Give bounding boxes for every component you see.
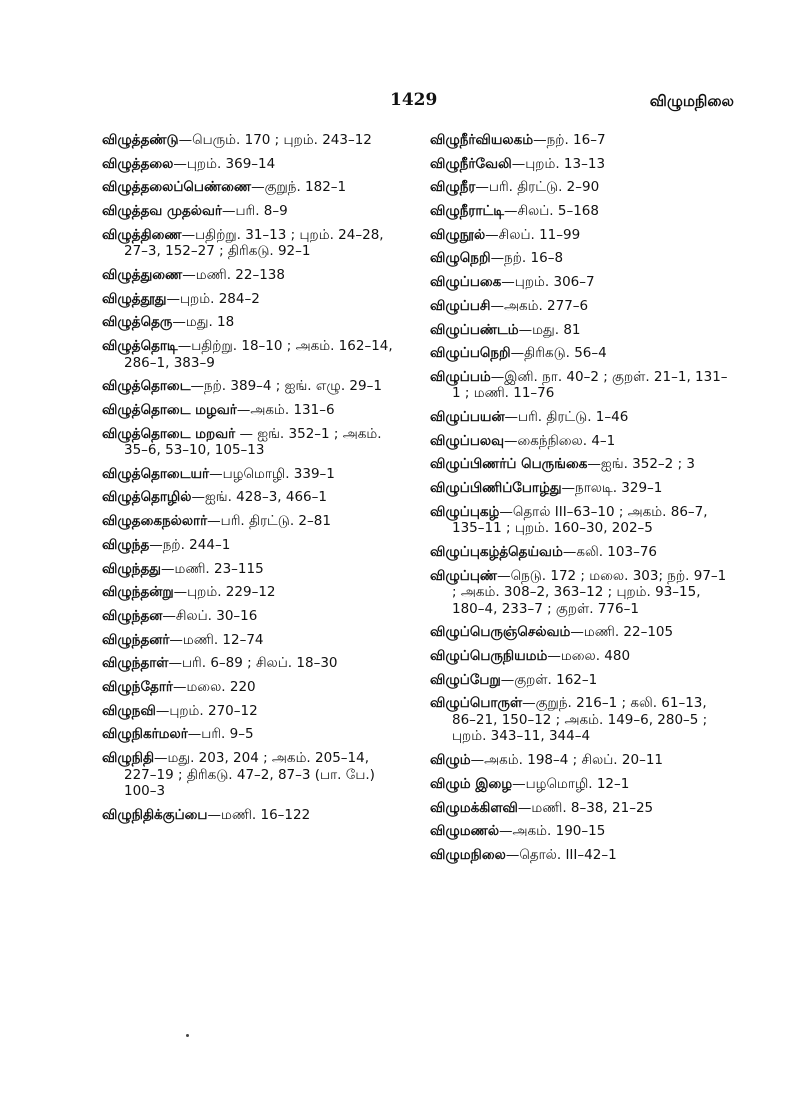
entry-references: —புறம். 306–7 <box>501 274 595 291</box>
entry-references: —அகம். 277–6 <box>490 297 589 314</box>
entry-headword: விழுப்புண் <box>430 567 498 584</box>
running-head: விழுமநிலை <box>649 92 734 110</box>
index-entry <box>430 132 732 149</box>
index-entry <box>430 298 732 315</box>
index-entry <box>102 314 402 331</box>
entry-references: —மணி. 22–138 <box>182 266 285 283</box>
entry-headword: விழுத்தண்டு <box>102 132 179 148</box>
index-entry <box>102 156 402 173</box>
index-entry <box>102 655 402 672</box>
entry-headword: விழுப்பசி <box>430 297 491 314</box>
entry-headword: விழுப்பண்டம் <box>430 321 519 338</box>
index-entry <box>430 433 732 450</box>
entry-headword: விழும் <box>430 752 471 769</box>
entry-references: —நற். 16–7 <box>533 132 606 148</box>
left-column <box>102 132 402 830</box>
index-entry <box>102 561 402 578</box>
entry-references: —புறம். 229–12 <box>173 584 276 601</box>
entry-references: —பரி. திரட்டு. 2–81 <box>207 513 331 530</box>
entry-references: —புறம். 284–2 <box>166 290 260 307</box>
entry-headword: விழுநீர்வியலகம் <box>430 132 534 148</box>
index-entry <box>430 250 732 267</box>
entry-headword: விழுப்பிணர்ப் பெருங்கை <box>430 456 588 473</box>
entry-headword: விழுத்தொடை மறவர் <box>102 425 236 442</box>
index-entry <box>430 156 732 173</box>
index-entry <box>102 703 402 720</box>
entry-headword: விழுப்பிணிப்போழ்து <box>430 480 562 497</box>
entry-references: —நாலடி. 329–1 <box>561 480 663 497</box>
entry-references: —மணி. 23–115 <box>160 560 264 577</box>
entry-headword: விழுத்தலைப்பெண்ணை <box>102 179 252 196</box>
index-entry <box>430 544 732 561</box>
entry-headword: விழுப்பகை <box>430 274 502 291</box>
index-entry <box>430 322 732 339</box>
right-column <box>430 132 732 871</box>
index-entry <box>430 480 732 497</box>
index-entry <box>102 402 402 419</box>
entry-headword: விழுப்பநெறி <box>430 345 511 362</box>
index-entry <box>102 679 402 696</box>
entry-references: —பரி. 6–89 ; சிலப். 18–30 <box>168 655 338 672</box>
entry-headword: விழுப்பேறு <box>430 671 501 688</box>
index-entry <box>102 227 402 260</box>
entry-headword: விழுப்பெருஞ்செல்வம் <box>430 624 571 641</box>
entry-references: —கைந்நிலை. 4–1 <box>504 432 616 449</box>
entry-references: —அகம். 131–6 <box>236 401 335 418</box>
index-entry <box>430 800 732 817</box>
entry-references: —சிலப். 11–99 <box>485 226 581 243</box>
entry-headword: விழுப்பொருள் <box>430 695 523 712</box>
index-entry <box>430 624 732 641</box>
entry-headword: விழுத்தெரு <box>102 314 173 331</box>
entry-headword: விழுநவி <box>102 702 156 719</box>
entry-headword: விழுநீர <box>430 179 476 196</box>
entry-references: —இனி. நா. 40–2 ; குறள். 21–1, 131–1 ; மணி. 11–76 <box>452 368 728 402</box>
entry-references: —பெரும். 170 ; புறம். 243–12 <box>178 132 372 148</box>
entry-headword: விழுநிதிக்குப்பை <box>102 806 208 823</box>
entry-references: —மது. 81 <box>518 321 581 338</box>
index-entry <box>102 584 402 601</box>
index-entry <box>102 726 402 743</box>
index-entry <box>430 409 732 426</box>
entry-references: —நெடு. 172 ; மலை. 303; நற். 97–1 ; அகம். 308–2, 363–12 ; புறம். 93–15, 180–4, 233–7 ; குறள். 776–1 <box>452 567 727 617</box>
entry-references: —புறம். 13–13 <box>511 155 606 172</box>
index-entry <box>102 466 402 483</box>
index-entry <box>430 568 732 618</box>
index-entry <box>430 847 732 864</box>
index-entry <box>102 426 402 459</box>
entry-headword: விழுப்பயன் <box>430 409 505 426</box>
entry-headword: விழுப்பலவு <box>430 432 504 449</box>
entry-references: —மணி. 16–122 <box>207 806 311 823</box>
index-entry <box>102 378 402 395</box>
entry-headword: விழுத்திணை <box>102 226 182 243</box>
entry-references: —மலை. 220 <box>172 678 256 695</box>
index-entry <box>430 203 732 220</box>
entry-headword: விழுநிகர்மலர் <box>102 726 188 743</box>
entry-headword: விழுமக்கிளவி <box>430 799 518 816</box>
index-entry <box>430 369 732 402</box>
entry-references: —அகம். 190–15 <box>499 823 606 840</box>
entry-headword: விழுநிதி <box>102 750 155 766</box>
entry-headword: விழுநூல் <box>430 226 486 243</box>
entry-headword: விழுத்தலை <box>102 155 174 172</box>
scan-speck <box>186 1034 189 1037</box>
index-entry <box>102 132 402 149</box>
entry-headword: விழுமணல் <box>430 823 500 840</box>
entry-references: —தொல் III–63–10 ; அகம். 86–7, 135–11 ; புறம். 160–30, 202–5 <box>452 503 708 537</box>
entry-headword: விழுமநிலை <box>430 846 506 863</box>
entry-headword: விழுதகைநல்லார் <box>102 513 208 530</box>
entry-headword: விழுப்பம் <box>430 368 491 385</box>
entry-references: —பழமொழி. 339–1 <box>209 465 335 482</box>
entry-headword: விழுத்தொடி <box>102 338 178 354</box>
entry-references: —மலை. 480 <box>547 648 631 665</box>
entry-headword: விழுத்தவ முதல்வர் <box>102 203 222 220</box>
entry-headword: விழுத்தொடை <box>102 378 191 395</box>
entry-references: —கலி. 103–76 <box>562 544 657 560</box>
index-entry <box>102 537 402 554</box>
entry-headword: விழுந்தாள் <box>102 655 169 672</box>
entry-references: —குறள். 162–1 <box>500 671 598 688</box>
entry-headword: விழுந்தோர் <box>102 678 173 695</box>
entry-references: —நற். 244–1 <box>149 536 231 553</box>
entry-references: —குறுந். 216–1 ; கலி. 61–13, 86–21, 150–12 ; அகம். 149–6, 280–5 ; புறம். 343–11, 344–4 <box>452 695 708 745</box>
entry-headword: விழுந்த <box>102 536 150 553</box>
index-entry <box>430 648 732 665</box>
index-entry <box>102 608 402 625</box>
entry-headword: விழுநீராட்டி <box>430 203 504 220</box>
entry-headword: விழுப்புகழ் <box>430 503 500 520</box>
index-entry <box>430 695 732 745</box>
index-entry <box>430 504 732 537</box>
entry-headword: விழுந்தது <box>102 560 161 577</box>
entry-references: —குறுந். 182–1 <box>251 179 347 196</box>
index-entry <box>430 179 732 196</box>
index-entry <box>430 274 732 291</box>
entry-headword: விழுந்தன்று <box>102 584 174 601</box>
index-entry <box>430 752 732 769</box>
index-entry <box>430 227 732 244</box>
entry-references: —பரி. திரட்டு. 2–90 <box>475 179 600 196</box>
index-entry <box>430 456 732 473</box>
entry-headword: விழுந்தனர் <box>102 631 170 648</box>
entry-references: —பதிற்று. 31–13 ; புறம். 24–28, 27–3, 152–27 ; திரிகடு. 92–1 <box>124 226 384 260</box>
entry-headword: விழும் இழை <box>430 775 513 792</box>
entry-headword: விழுநெறி <box>430 250 491 267</box>
entry-references: —புறம். 270–12 <box>155 702 258 719</box>
entry-headword: விழுத்துணை <box>102 266 183 283</box>
entry-references: —மணி. 8–38, 21–25 <box>517 799 654 816</box>
entry-references: —நற். 16–8 <box>490 250 564 267</box>
index-entry <box>102 291 402 308</box>
index-entry <box>430 823 732 840</box>
index-entry <box>102 489 402 506</box>
entry-references: —மது. 18 <box>172 314 235 331</box>
index-entry <box>430 345 732 362</box>
entry-headword: விழுப்பெருநியமம் <box>430 648 548 665</box>
index-entry <box>430 776 732 793</box>
entry-references: —மணி. 12–74 <box>169 631 264 648</box>
entry-references: —தொல். III–42–1 <box>505 846 617 863</box>
index-entry <box>102 632 402 649</box>
entry-headword: விழுப்புகழ்த்தெய்வம் <box>430 544 563 560</box>
entry-references: —புறம். 369–14 <box>173 155 276 172</box>
page-number: 1429 <box>390 90 438 110</box>
entry-references: —சிலப். 30–16 <box>162 607 258 624</box>
index-entry <box>102 179 402 196</box>
index-entry <box>102 267 402 284</box>
entry-references: —சிலப். 5–168 <box>503 203 599 220</box>
entry-references: —திரிகடு. 56–4 <box>510 345 607 362</box>
entry-headword: விழுத்தொடையர் <box>102 465 210 482</box>
index-entry <box>102 807 402 824</box>
entry-references: —மது. 203, 204 ; அகம். 205–14, 227–19 ; திரிகடு. 47–2, 87–3 (பா. பே.) 100–3 <box>124 750 375 799</box>
entry-references: —மணி. 22–105 <box>570 624 674 641</box>
index-entry <box>102 513 402 530</box>
entry-references: — ஐங். 352–1 ; அகம். 35–6, 53–10, 105–13 <box>124 425 382 459</box>
entry-references: —ஐங். 428–3, 466–1 <box>191 489 327 506</box>
index-entry <box>430 672 732 689</box>
entry-headword: விழுத்தூது <box>102 290 167 307</box>
entry-references: —பரி. 9–5 <box>187 726 254 743</box>
entry-headword: விழுத்தொடை மழவர் <box>102 401 237 418</box>
entry-references: —பதிற்று. 18–10 ; அகம். 162–14, 286–1, 383–9 <box>124 338 393 371</box>
entry-references: —பழமொழி. 12–1 <box>512 775 630 792</box>
index-entry <box>102 750 402 800</box>
index-entry <box>102 338 402 371</box>
entry-headword: விழுந்தன <box>102 607 163 624</box>
entry-references: —பரி. திரட்டு. 1–46 <box>504 409 629 426</box>
entry-headword: விழுத்தொழில் <box>102 489 192 506</box>
entry-references: —அகம். 198–4 ; சிலப். 20–11 <box>470 752 663 769</box>
entry-references: —ஐங். 352–2 ; 3 <box>587 456 695 473</box>
entry-references: —நற். 389–4 ; ஐங். எழு. 29–1 <box>190 378 382 395</box>
entry-references: —பரி. 8–9 <box>221 203 288 220</box>
index-entry <box>102 203 402 220</box>
entry-headword: விழுநீர்வேலி <box>430 155 512 172</box>
